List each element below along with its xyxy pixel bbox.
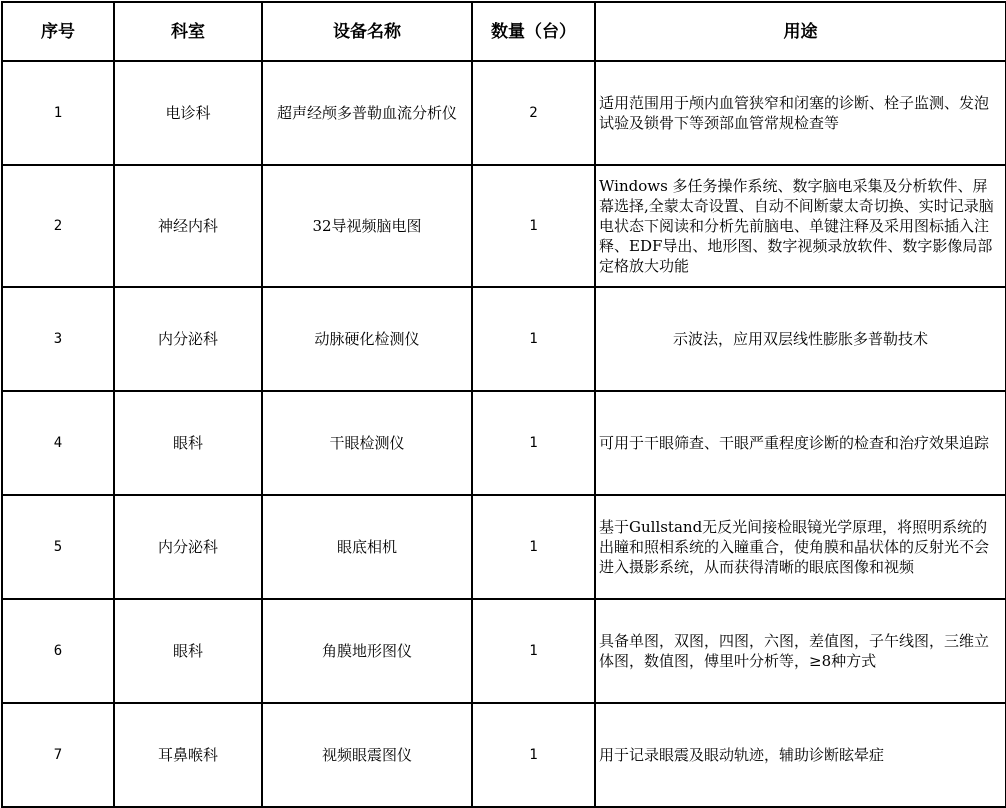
table-header-row (2, 2, 1006, 61)
cell-department: 内分泌科 (114, 495, 262, 599)
cell-serial: 5 (2, 495, 114, 599)
cell-department: 眼科 (114, 599, 262, 703)
cell-device-name: 32导视频脑电图 (262, 165, 472, 287)
cell-device-name: 角膜地形图仪 (262, 599, 472, 703)
cell-usage: Windows 多任务操作系统、数字脑电采集及分析软件、屏幕选择,全蒙太奇设置、自动不间断蒙太奇切换、实时记录脑电状态下阅读和分析先前脑电、单键注释及采用图标插入注释、EDF导出、地形图、数字视频录放软件、数字影像局部定格放大功能 (595, 165, 1006, 287)
cell-device-name: 视频眼震图仪 (262, 703, 472, 807)
table-row (2, 287, 1006, 391)
cell-usage: 示波法，应用双层线性膨胀多普勒技术 (595, 287, 1006, 391)
table-row (2, 599, 1006, 703)
cell-quantity: 1 (472, 165, 595, 287)
cell-department: 内分泌科 (114, 287, 262, 391)
table-row (2, 61, 1006, 165)
table-row (2, 495, 1006, 599)
cell-serial: 1 (2, 61, 114, 165)
cell-department: 神经内科 (114, 165, 262, 287)
cell-usage: 适用范围用于颅内血管狭窄和闭塞的诊断、栓子监测、发泡试验及锁骨下等颈部血管常规检查等 (595, 61, 1006, 165)
table-row (2, 391, 1006, 495)
cell-department: 眼科 (114, 391, 262, 495)
cell-device-name: 动脉硬化检测仪 (262, 287, 472, 391)
cell-usage: 可用于干眼筛查、干眼严重程度诊断的检查和治疗效果追踪 (595, 391, 1006, 495)
header-serial: 序号 (2, 2, 114, 61)
cell-usage: 用于记录眼震及眼动轨迹，辅助诊断眩晕症 (595, 703, 1006, 807)
header-department: 科室 (114, 2, 262, 61)
cell-department: 电诊科 (114, 61, 262, 165)
cell-device-name: 干眼检测仪 (262, 391, 472, 495)
cell-quantity: 1 (472, 703, 595, 807)
cell-quantity: 2 (472, 61, 595, 165)
cell-device-name: 超声经颅多普勒血流分析仪 (262, 61, 472, 165)
equipment-table (1, 1, 1006, 808)
cell-quantity: 1 (472, 599, 595, 703)
cell-quantity: 1 (472, 287, 595, 391)
cell-usage: 具备单图，双图，四图，六图，差值图，子午线图，三维立体图，数值图，傅里叶分析等，≥8种方式 (595, 599, 1006, 703)
header-usage: 用途 (595, 2, 1006, 61)
cell-serial: 7 (2, 703, 114, 807)
cell-serial: 3 (2, 287, 114, 391)
cell-serial: 2 (2, 165, 114, 287)
cell-serial: 6 (2, 599, 114, 703)
cell-device-name: 眼底相机 (262, 495, 472, 599)
header-quantity: 数量（台） (472, 2, 595, 61)
header-device-name: 设备名称 (262, 2, 472, 61)
table-row (2, 165, 1006, 287)
cell-quantity: 1 (472, 495, 595, 599)
table-row (2, 703, 1006, 807)
cell-usage: 基于Gullstand无反光间接检眼镜光学原理，将照明系统的出瞳和照相系统的入瞳重合，使角膜和晶状体的反射光不会进入摄影系统，从而获得清晰的眼底图像和视频 (595, 495, 1006, 599)
cell-department: 耳鼻喉科 (114, 703, 262, 807)
cell-quantity: 1 (472, 391, 595, 495)
cell-serial: 4 (2, 391, 114, 495)
